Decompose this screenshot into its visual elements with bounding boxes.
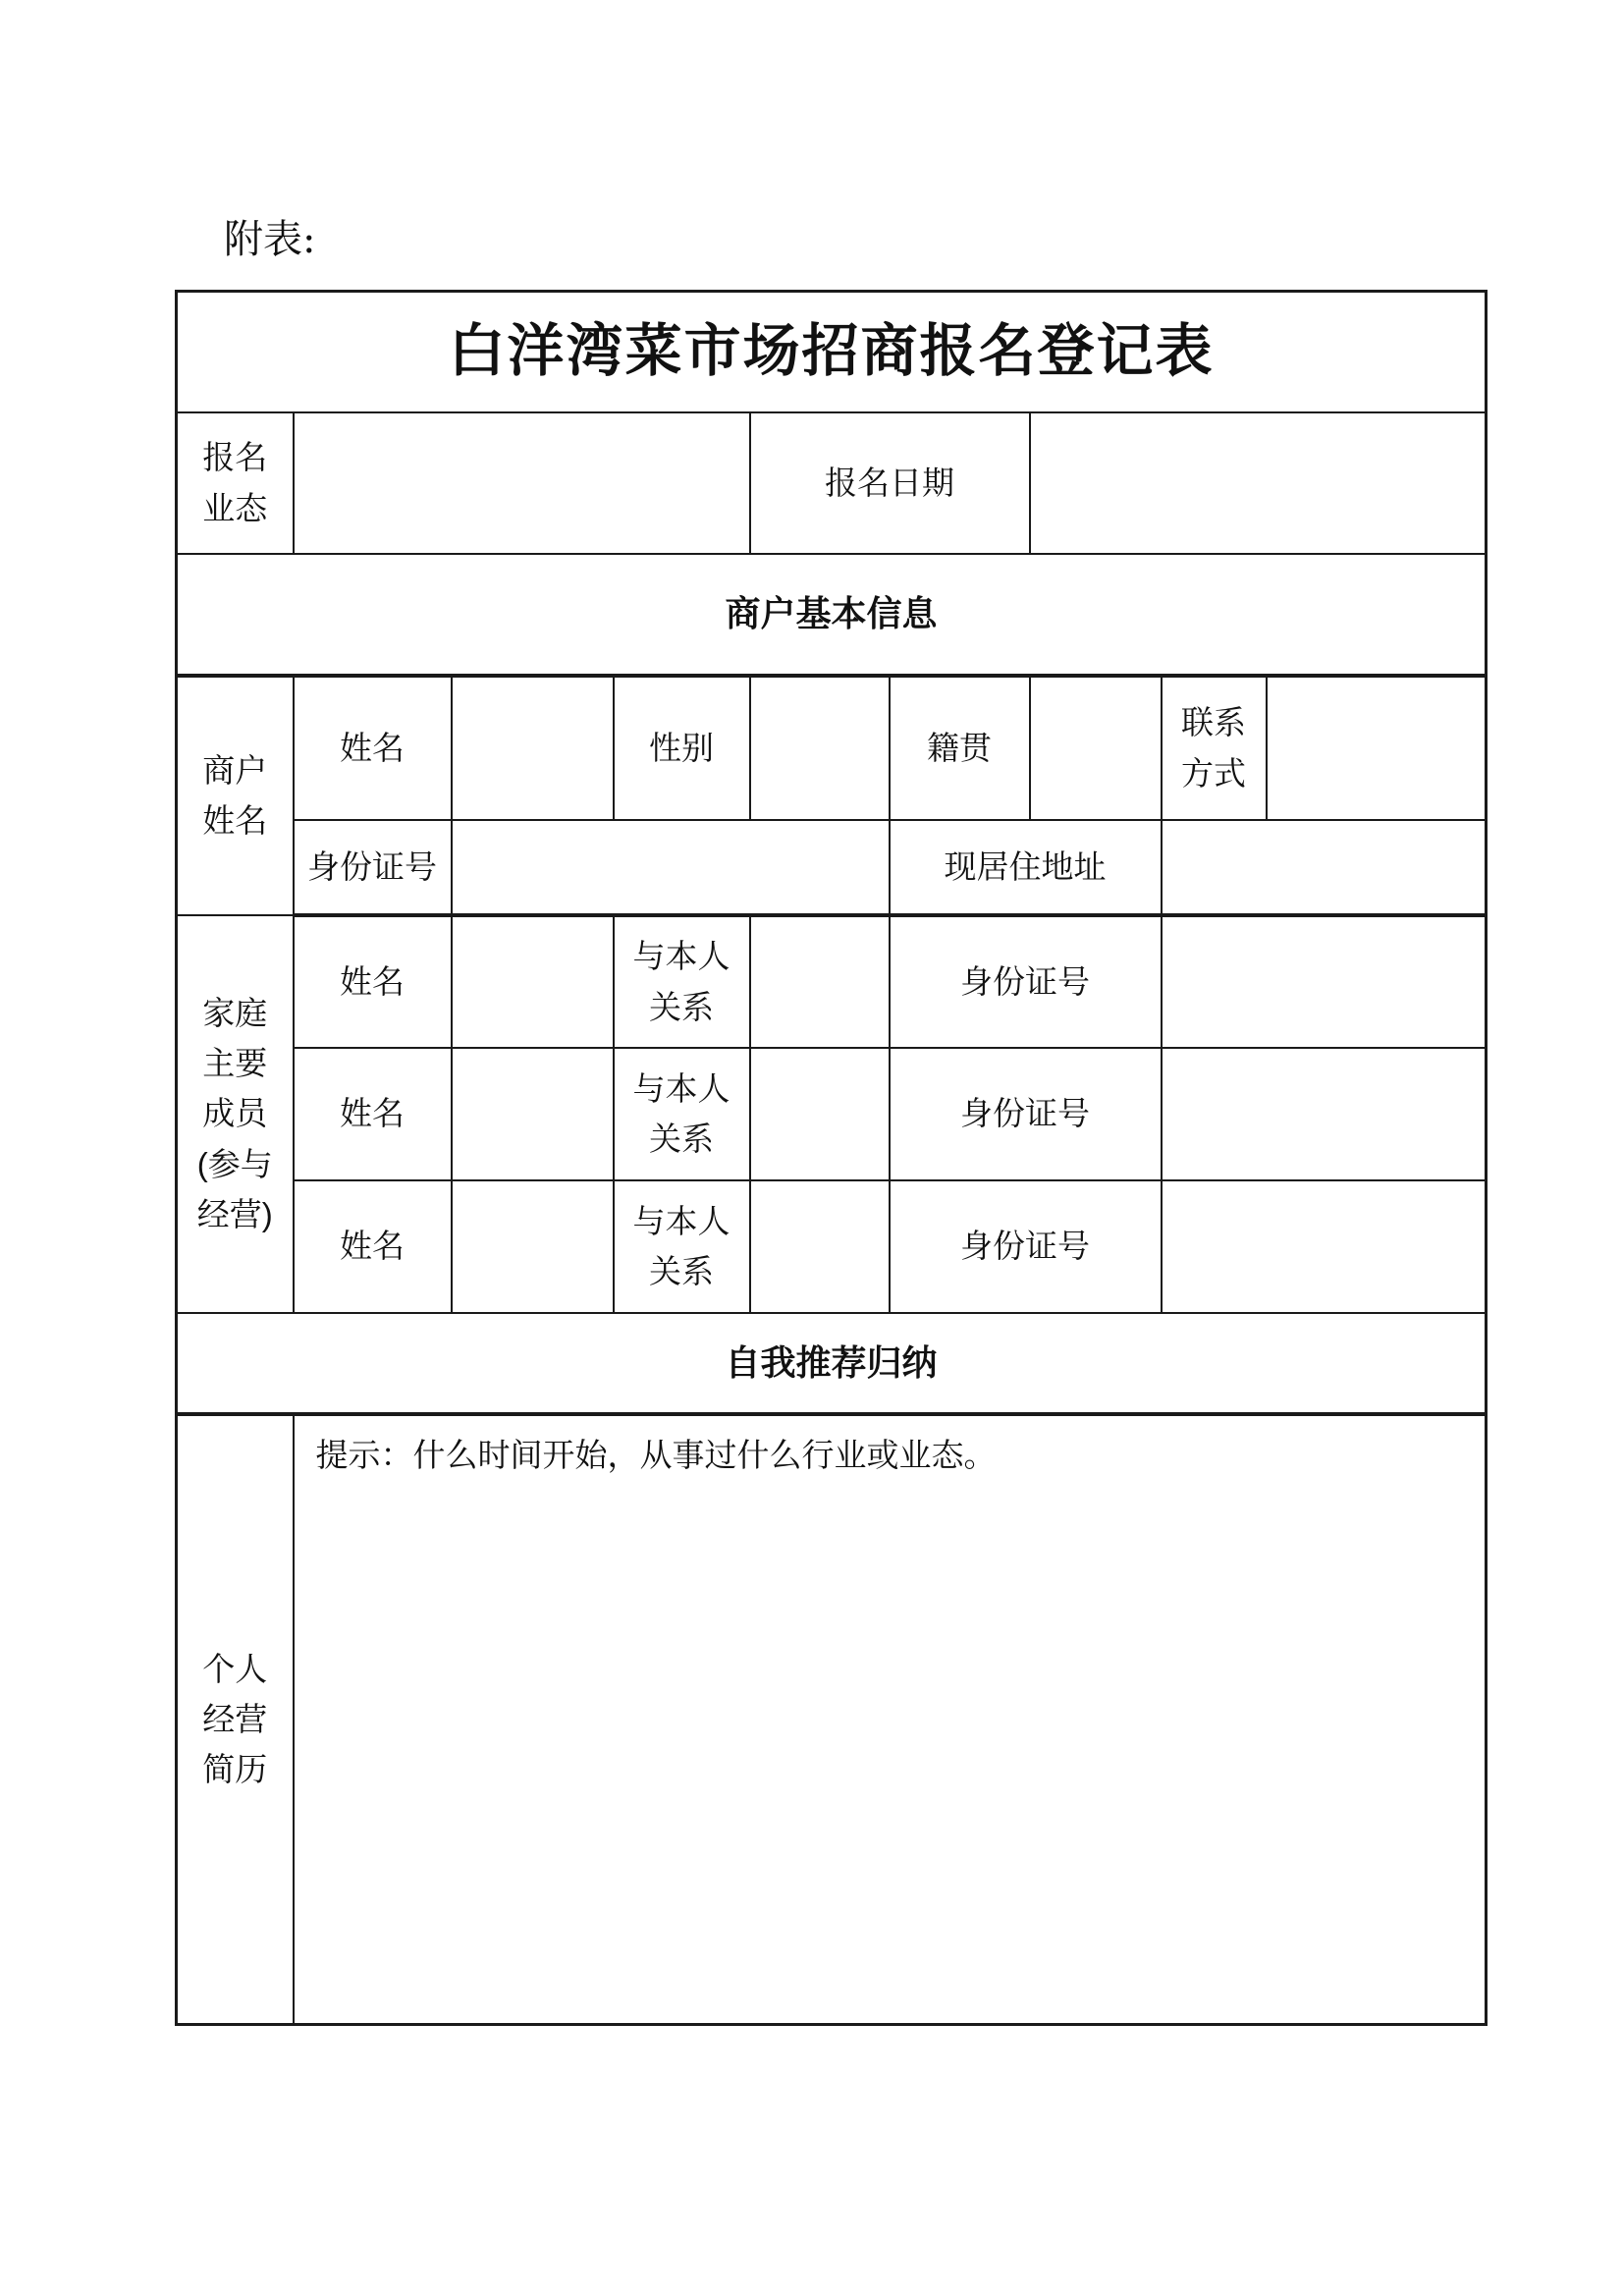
input-cell-merchant-name[interactable]	[452, 676, 614, 820]
label-resume-group-line1: 个人	[202, 1651, 268, 1688]
label-family-3-id: 身份证号	[890, 1180, 1162, 1313]
label-merchant-origin: 籍贯	[890, 676, 1030, 820]
label-merchant-address: 现居住地址	[890, 820, 1162, 915]
input-cell-family-3-relation[interactable]	[750, 1180, 890, 1313]
input-cell-merchant-id[interactable]	[452, 820, 890, 915]
form-title: 白洋湾菜市场招商报名登记表	[177, 292, 1487, 412]
label-merchant-gender: 性别	[614, 676, 750, 820]
input-cell-family-1-id[interactable]	[1162, 915, 1487, 1048]
input-cell-family-3-name[interactable]	[452, 1180, 614, 1313]
family-member-row-2	[177, 1048, 1487, 1180]
label-family-2-relation	[614, 1048, 750, 1180]
input-cell-family-3-id[interactable]	[1162, 1180, 1487, 1313]
label-family-2-name: 姓名	[294, 1048, 452, 1180]
section-header-merchant-info: 商户基本信息	[177, 554, 1487, 676]
label-family-1-relation-line1: 与本人	[632, 938, 730, 975]
resume-row	[177, 1414, 1487, 2025]
input-cell-application-category[interactable]	[294, 412, 750, 554]
input-cell-family-1-relation[interactable]	[750, 915, 890, 1048]
label-merchant-contact-line1: 联系	[1181, 704, 1246, 741]
registration-form-table	[175, 290, 1488, 2026]
merchant-id-row	[177, 820, 1487, 915]
label-merchant-id: 身份证号	[294, 820, 452, 915]
label-family-2-relation-line1: 与本人	[632, 1069, 730, 1107]
label-family-1-relation	[614, 915, 750, 1048]
input-cell-family-2-name[interactable]	[452, 1048, 614, 1180]
input-cell-merchant-address[interactable]	[1162, 820, 1487, 915]
label-family-group-line3: 成员	[202, 1095, 268, 1132]
label-application-category-line2: 业态	[202, 489, 268, 526]
label-family-2-id: 身份证号	[890, 1048, 1162, 1180]
title-row	[177, 292, 1487, 412]
input-cell-merchant-origin[interactable]	[1030, 676, 1162, 820]
input-cell-family-1-name[interactable]	[452, 915, 614, 1048]
resume-hint-text: 提示：什么时间开始，从事过什么行业或业态。	[315, 1436, 997, 1473]
label-family-3-relation-line1: 与本人	[632, 1202, 730, 1239]
input-cell-resume-content[interactable]	[294, 1414, 1487, 2025]
apply-row	[177, 412, 1487, 554]
merchant-info-section-row	[177, 554, 1487, 676]
label-family-3-relation	[614, 1180, 750, 1313]
input-cell-family-2-relation[interactable]	[750, 1048, 890, 1180]
label-family-group-line2: 主要	[202, 1045, 268, 1082]
family-member-row-3	[177, 1180, 1487, 1313]
label-family-2-relation-line2: 关系	[649, 1121, 714, 1157]
label-resume-group	[177, 1414, 294, 2025]
label-family-1-id: 身份证号	[890, 915, 1162, 1048]
label-application-category	[177, 412, 294, 554]
label-merchant-contact	[1162, 676, 1267, 820]
label-merchant-group	[177, 676, 294, 915]
family-member-row-1	[177, 915, 1487, 1048]
label-family-group-line1: 家庭	[202, 995, 268, 1032]
input-cell-application-date[interactable]	[1030, 412, 1487, 554]
merchant-name-row	[177, 676, 1487, 820]
label-merchant-group-line2: 姓名	[202, 802, 268, 839]
label-resume-group-line3: 简历	[202, 1751, 268, 1788]
label-application-date: 报名日期	[750, 412, 1030, 554]
label-family-group	[177, 915, 294, 1313]
input-cell-family-2-id[interactable]	[1162, 1048, 1487, 1180]
self-recommend-section-row	[177, 1313, 1487, 1414]
label-family-group-line5: 经营)	[196, 1195, 273, 1232]
section-header-self-recommend: 自我推荐归纳	[177, 1313, 1487, 1414]
label-family-3-name: 姓名	[294, 1180, 452, 1313]
label-merchant-name: 姓名	[294, 676, 452, 820]
label-family-1-name: 姓名	[294, 915, 452, 1048]
input-cell-merchant-contact[interactable]	[1267, 676, 1487, 820]
label-application-category-line1: 报名	[202, 439, 268, 476]
label-resume-group-line2: 经营	[202, 1701, 268, 1738]
label-family-3-relation-line2: 关系	[649, 1253, 714, 1289]
label-family-group-line4: (参与	[196, 1145, 273, 1182]
input-cell-merchant-gender[interactable]	[750, 676, 890, 820]
attachment-label: 附表:	[224, 217, 316, 262]
label-merchant-group-line1: 商户	[202, 751, 268, 789]
label-family-1-relation-line2: 关系	[649, 988, 714, 1025]
label-merchant-contact-line2: 方式	[1181, 754, 1246, 792]
